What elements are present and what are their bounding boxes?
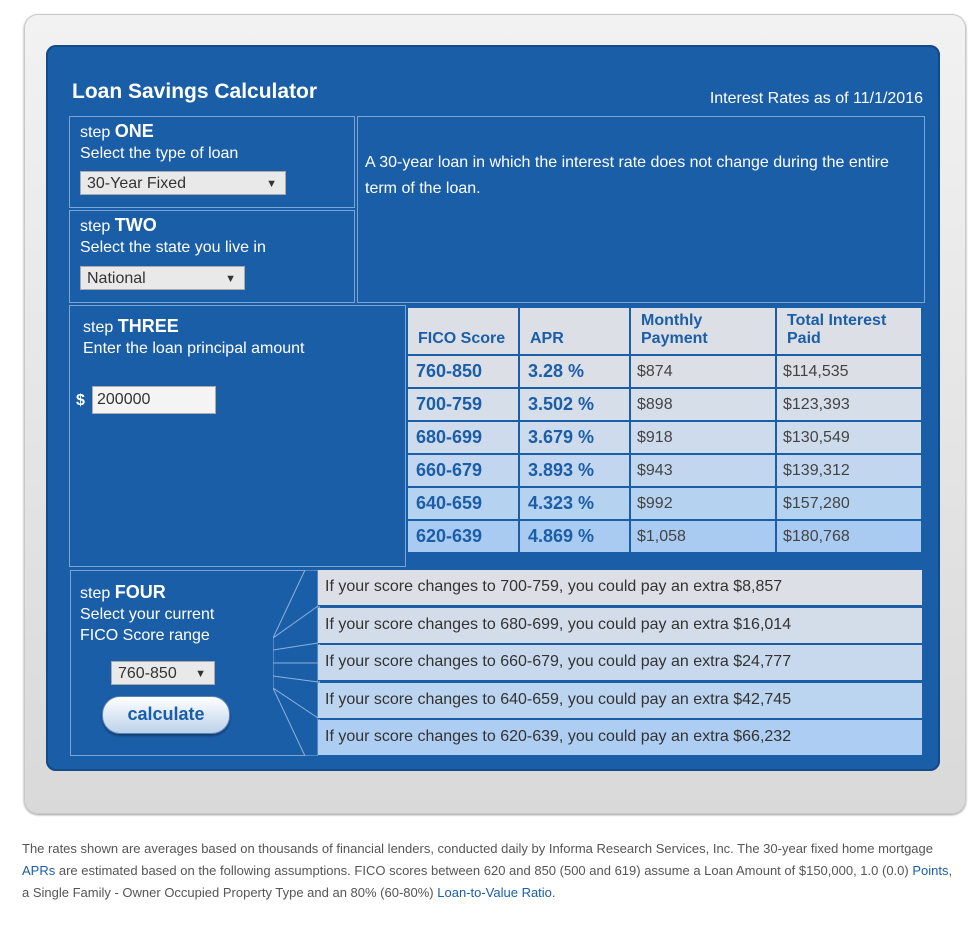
step-four-instruction-2: FICO Score range <box>80 627 210 644</box>
apr-cell: 3.502 % <box>519 388 630 421</box>
savings-message: If your score changes to 640-659, you could pay an extra $42,745 <box>318 683 922 719</box>
step-four-word: step <box>80 585 111 602</box>
monthly-payment-cell: $1,058 <box>630 520 776 553</box>
rates-table <box>406 306 923 554</box>
apr-cell: 3.28 % <box>519 355 630 388</box>
step-three-number: THREE <box>117 316 179 336</box>
monthly-payment-header: Monthly Payment <box>630 307 776 355</box>
monthly-payment-cell: $918 <box>630 421 776 454</box>
step-one-word: step <box>80 124 111 141</box>
loan-description-box <box>357 116 925 303</box>
rate-row <box>407 355 922 388</box>
state-value: National <box>87 270 146 287</box>
savings-message: If your score changes to 660-679, you could pay an extra $24,777 <box>318 645 922 681</box>
monthly-payment-cell: $992 <box>630 487 776 520</box>
fico-score-cell: 620-639 <box>407 520 519 553</box>
aprs-link[interactable]: APRs <box>22 863 56 878</box>
loan-description: A 30-year loan in which the interest rate does not change during the entire term of the loan. <box>365 154 889 197</box>
calculate-button[interactable]: calculate <box>102 696 230 734</box>
step-two-box <box>69 210 355 303</box>
fico-score-cell: 660-679 <box>407 454 519 487</box>
step-one-box <box>69 116 355 208</box>
rate-row <box>407 388 922 421</box>
chevron-down-icon: ▼ <box>195 668 206 680</box>
total-interest-cell: $123,393 <box>776 388 922 421</box>
apr-cell: 4.869 % <box>519 520 630 553</box>
fico-score-cell: 680-699 <box>407 421 519 454</box>
fico-range-select[interactable] <box>111 661 215 685</box>
footer-text-4: . <box>551 885 556 900</box>
total-interest-cell: $130,549 <box>776 421 922 454</box>
monthly-payment-cell: $943 <box>630 454 776 487</box>
footer-text-1: The rates shown are averages based on thousands of financial lenders, conducted daily by Informa Research Services, Inc. The 30-year fixed home mortgage <box>22 841 933 856</box>
rate-row <box>407 421 922 454</box>
monthly-payment-cell: $874 <box>630 355 776 388</box>
step-two-number: TWO <box>114 215 157 235</box>
total-interest-cell: $157,280 <box>776 487 922 520</box>
loan-type-select[interactable] <box>80 171 286 195</box>
rate-row <box>407 520 922 553</box>
step-three-instruction: Enter the loan principal amount <box>83 340 305 357</box>
apr-cell: 4.323 % <box>519 487 630 520</box>
points-link[interactable]: Points <box>912 863 949 878</box>
apr-cell: 3.679 % <box>519 421 630 454</box>
principal-amount-input[interactable] <box>92 386 216 414</box>
calculator-title: Loan Savings Calculator <box>72 80 318 103</box>
step-four-number: FOUR <box>114 582 166 602</box>
total-interest-cell: $114,535 <box>776 355 922 388</box>
total-interest-header: Total Interest Paid <box>776 307 922 355</box>
monthly-payment-cell: $898 <box>630 388 776 421</box>
loan-to-value-link[interactable]: Loan-to-Value Ratio <box>437 885 552 900</box>
step-three-word: step <box>83 319 114 336</box>
total-interest-cell: $180,768 <box>776 520 922 553</box>
loan-type-value: 30-Year Fixed <box>87 175 187 192</box>
step-two-instruction: Select the state you live in <box>80 239 266 256</box>
chevron-down-icon: ▼ <box>225 273 236 285</box>
step-one-instruction: Select the type of loan <box>80 145 239 162</box>
step-two-word: step <box>80 218 111 235</box>
savings-message: If your score changes to 700-759, you could pay an extra $8,857 <box>318 570 922 606</box>
rates-date: Interest Rates as of 11/1/2016 <box>709 90 923 107</box>
connector-wedge <box>273 570 319 756</box>
apr-header: APR <box>519 307 630 355</box>
rate-row <box>407 487 922 520</box>
fico-score-cell: 640-659 <box>407 487 519 520</box>
rate-row <box>407 454 922 487</box>
step-three-box <box>69 305 406 567</box>
fico-score-cell: 700-759 <box>407 388 519 421</box>
fico-score-header: FICO Score <box>407 307 519 355</box>
savings-message: If your score changes to 680-699, you could pay an extra $16,014 <box>318 608 922 644</box>
chevron-down-icon: ▼ <box>266 178 277 190</box>
apr-cell: 3.893 % <box>519 454 630 487</box>
step-four-instruction-1: Select your current <box>80 606 215 623</box>
step-one-number: ONE <box>114 121 154 141</box>
footer-text-2: are estimated based on the following assumptions. FICO scores between 620 and 850 (500 and 619) assume a Loan Amount of $150,000, 1.0 (0.0) <box>55 863 913 878</box>
state-select[interactable] <box>80 266 245 290</box>
fico-score-cell: 760-850 <box>407 355 519 388</box>
currency-symbol: $ <box>76 392 85 409</box>
footer-text-3: , a Single Family - Owner Occupied Property Type and an 80% (60-80%) <box>22 863 953 900</box>
fico-range-value: 760-850 <box>118 665 177 682</box>
footer-disclaimer <box>22 838 957 904</box>
savings-message: If your score changes to 620-639, you could pay an extra $66,232 <box>318 720 922 756</box>
total-interest-cell: $139,312 <box>776 454 922 487</box>
